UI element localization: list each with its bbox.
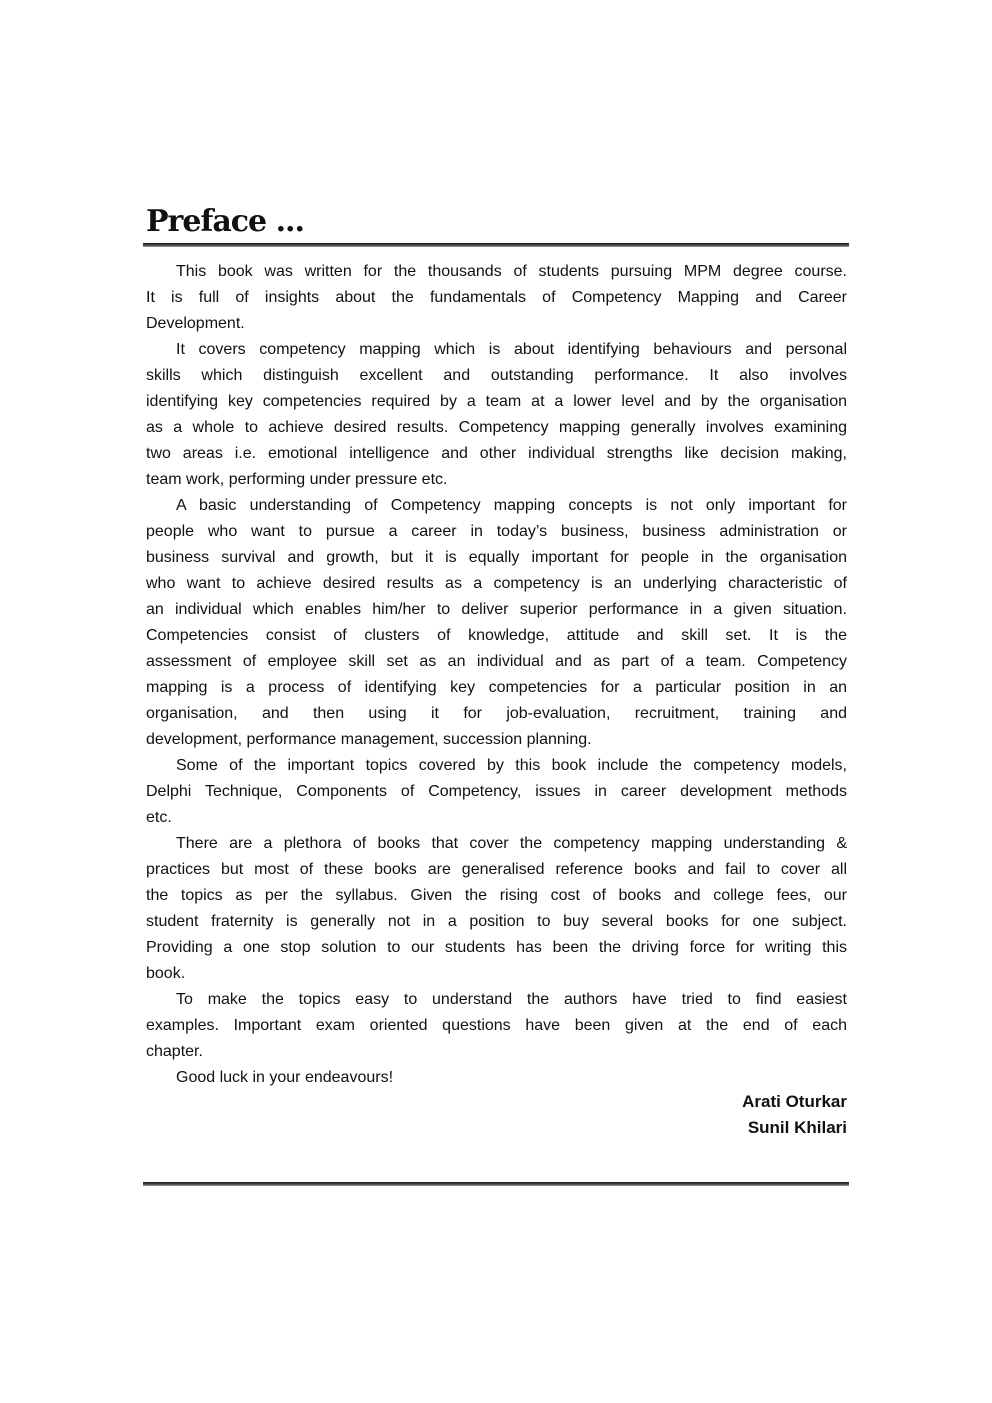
text-line: as a whole to achieve desired results. Competency mapping generally involves examining	[146, 419, 847, 436]
paragraph	[146, 1065, 847, 1091]
text-line: skills which distinguish excellent and outstanding performance. It also involves	[146, 367, 847, 384]
text-line: This book was written for the thousands of students pursuing MPM degree course.	[176, 263, 847, 280]
text-line: Good luck in your endeavours!	[176, 1069, 394, 1086]
preface-body	[146, 259, 847, 1091]
text-line: It is full of insights about the fundamentals of Competency Mapping and Career	[146, 289, 847, 306]
text-line: mapping is a process of identifying key competencies for a particular position in an	[146, 679, 847, 696]
paragraph	[146, 259, 847, 337]
text-line: book.	[146, 965, 186, 982]
title-divider	[143, 243, 849, 247]
paragraph	[146, 753, 847, 831]
text-line: team work, performing under pressure etc.	[146, 471, 448, 488]
paragraph	[146, 493, 847, 753]
text-line: practices but most of these books are generalised reference books and fail to cover all	[146, 861, 847, 878]
text-line: people who want to pursue a career in today’s business, business administration or	[146, 523, 847, 540]
text-line: Providing a one stop solution to our students has been the driving force for writing this	[146, 939, 847, 956]
text-line: A basic understanding of Competency mapping concepts is not only important for	[176, 497, 847, 514]
text-line: an individual which enables him/her to deliver superior performance in a given situation.	[146, 601, 847, 618]
text-line: who want to achieve desired results as a competency is an underlying characteristic of	[146, 575, 847, 592]
text-line: Some of the important topics covered by this book include the competency models,	[176, 757, 847, 774]
text-line: Development.	[146, 315, 245, 332]
text-line: examples. Important exam oriented questions have been given at the end of each	[146, 1017, 847, 1034]
paragraph	[146, 337, 847, 493]
text-line: development, performance management, succession planning.	[146, 731, 592, 748]
text-line: Competencies consist of clusters of knowledge, attitude and skill set. It is the	[146, 627, 847, 644]
text-line: assessment of employee skill set as an individual and as part of a team. Competency	[146, 653, 847, 670]
text-line: It covers competency mapping which is about identifying behaviours and personal	[176, 341, 847, 358]
text-line: organisation, and then using it for job-evaluation, recruitment, training and	[146, 705, 847, 722]
paragraph	[146, 987, 847, 1065]
text-line: chapter.	[146, 1043, 203, 1060]
text-line: There are a plethora of books that cover the competency mapping understanding &	[176, 835, 847, 852]
page-title: Preface ...	[146, 204, 304, 239]
text-line: business survival and growth, but it is equally important for people in the organisation	[146, 549, 847, 566]
author-name: Sunil Khilari	[747, 1118, 847, 1137]
footer-divider	[143, 1182, 849, 1186]
text-line: student fraternity is generally not in a position to buy several books for one subject.	[146, 913, 847, 930]
text-line: two areas i.e. emotional intelligence and other individual strengths like decision making,	[146, 445, 847, 462]
text-line: Delphi Technique, Components of Competency, issues in career development methods	[146, 783, 847, 800]
paragraph	[146, 831, 847, 987]
text-line: etc.	[146, 809, 172, 826]
author-name: Arati Oturkar	[742, 1092, 847, 1111]
text-line: To make the topics easy to understand the authors have tried to find easiest	[176, 991, 847, 1008]
text-line: identifying key competencies required by a team at a lower level and by the organisation	[146, 393, 847, 410]
text-line: the topics as per the syllabus. Given the rising cost of books and college fees, our	[146, 887, 847, 904]
